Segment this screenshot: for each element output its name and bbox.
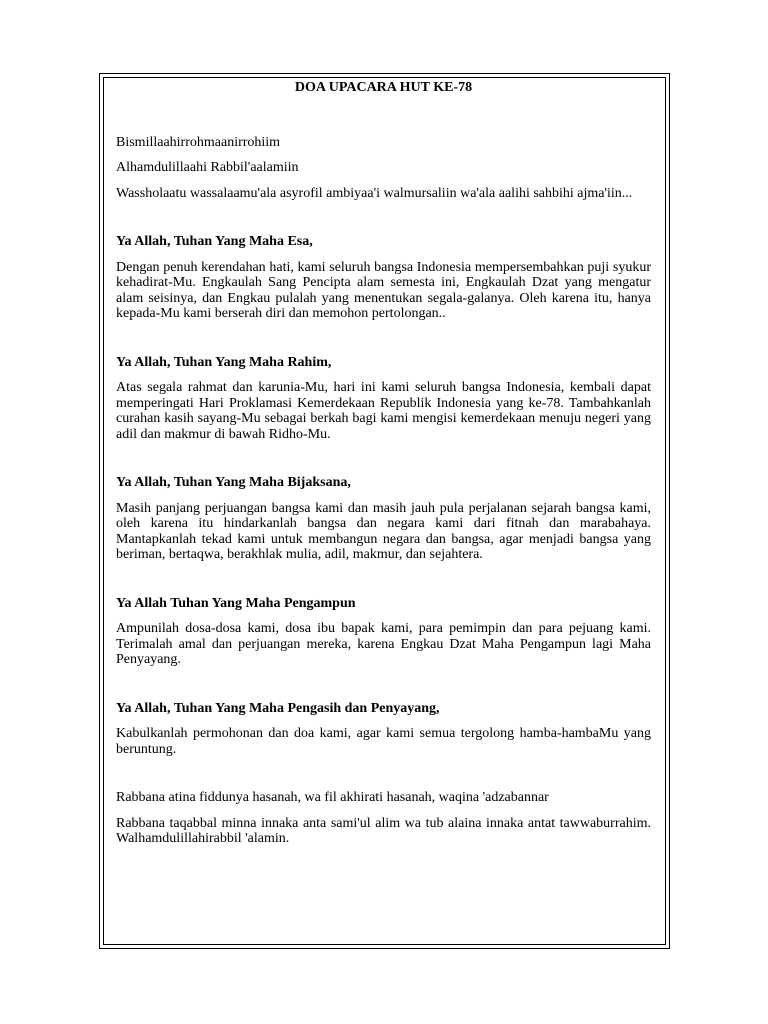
section-heading: Ya Allah Tuhan Yang Maha Pengampun xyxy=(116,595,356,611)
opening-line: Wassholaatu wassalaamu'ala asyrofil ambiyaa'i walmursaliin wa'ala aalihi sahbihi ajma'iin... xyxy=(116,185,633,201)
closing-line: Rabbana atina fiddunya hasanah, wa fil akhirati hasanah, waqina 'adzabannar xyxy=(116,790,549,805)
document-body xyxy=(116,78,651,847)
section-heading: Ya Allah, Tuhan Yang Maha Bijaksana, xyxy=(116,475,351,490)
section-body: Atas segala rahmat dan karunia-Mu, hari ini kami seluruh bangsa Indonesia, kembali dapat memperingati Hari Proklamasi Kemerdekaan Republik Indonesia yang ke-78. Tambahkanlah curahan kasih sayang-Mu sebagai berkah bagi kami mengisi kemerdekaan menuju negeri yang adil dan makmur di bawah Ridho-Mu. xyxy=(116,380,651,442)
closing-line: Rabbana taqabbal minna innaka anta sami'ul alim wa tub alaina innaka antat tawwaburrahim. Walhamdulillahirabbil 'alamin. xyxy=(116,815,651,846)
section-heading: Ya Allah, Tuhan Yang Maha Pengasih dan Penyayang, xyxy=(116,700,440,716)
section-heading: Ya Allah, Tuhan Yang Maha Esa, xyxy=(116,234,313,249)
opening-line: Alhamdulillaahi Rabbil'aalamiin xyxy=(116,160,299,175)
section-body: Ampunilah dosa-dosa kami, dosa ibu bapak kami, para pemimpin dan para pejuang kami. Terimalah amal dan perjuangan mereka, karena Engkau Dzat Maha Pengampun lagi Maha Penyayang. xyxy=(116,621,651,667)
section-body: Kabulkanlah permohonan dan doa kami, agar kami semua tergolong hamba-hambaMu yang beruntung. xyxy=(116,726,651,757)
section-body: Dengan penuh kerendahan hati, kami seluruh bangsa Indonesia mempersembahkan puji syukur kehadirat-Mu. Engkaulah Sang Pencipta alam semesta ini, Engkaulah Dzat yang mengatur alam seisinya, dan Engkau pulalah yang menentukan segala-galanya. Oleh karena itu, hanya kepada-Mu kami berserah diri dan memohon pertolongan.. xyxy=(116,259,651,321)
section-heading: Ya Allah, Tuhan Yang Maha Rahim, xyxy=(116,354,332,370)
document-title: DOA UPACARA HUT KE-78 xyxy=(294,80,473,95)
section-body: Masih panjang perjuangan bangsa kami dan masih jauh pula perjalanan sejarah bangsa kami, oleh karena itu hindarkanlah bangsa dan negara kami dari fitnah dan marabahaya. Mantapkanlah tekad kami untuk membangun negara dan bangsa, agar menjadi bangsa yang beriman, bertaqwa, berakhlak mulia, adil, makmur, dan sejahtera. xyxy=(116,500,651,562)
opening-line: Bismillaahirrohmaanirrohiim xyxy=(116,134,281,150)
